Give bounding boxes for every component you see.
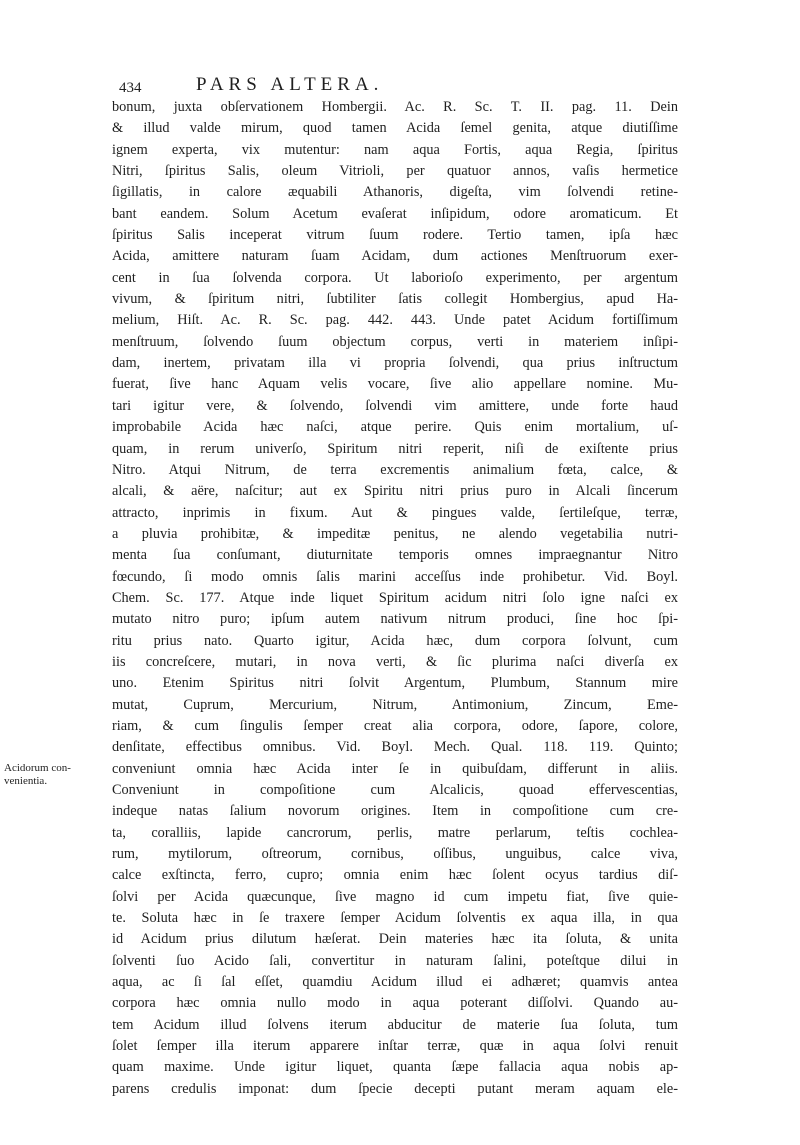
text-line: uno. Etenim Spiritus nitri ſolvit Argentum, Plumbum, Stannum mire [112, 675, 678, 692]
text-line: rum, mytilorum, oſtreorum, cornibus, oſſibus, unguibus, calce viva, [112, 846, 678, 863]
text-line: conveniunt omnia hæc Acida inter ſe in quibuſdam, differunt in aliis. [112, 760, 678, 777]
margin-note-line: Acidorum con- [4, 762, 71, 774]
text-line: attracto, inprimis in fixum. Aut & pingues valde, ſertileſque, terræ, [112, 504, 678, 521]
text-line: Nitro. Atqui Nitrum, de terra excrementis animalium fœta, calce, & [112, 461, 678, 478]
text-line: cent in ſua ſolvenda corpora. Ut laborioſo experimento, per argentum [112, 269, 678, 286]
text-line: quam, in rerum univerſo, Spiritum nitri reperit, niſi de exiſtente prius [112, 440, 678, 457]
text-line: fœcundo, ſi modo omnis ſalis marini acceſſus inde prohibetur. Vid. Boyl. [112, 568, 678, 585]
text-line: ſolvi per Acida quæcunque, ſive magno id cum impetu fiat, ſive quie- [112, 888, 678, 905]
body-text [112, 97, 678, 1100]
running-head: PARS ALTERA. [196, 74, 384, 95]
page-number: 434 [119, 80, 142, 96]
text-line: improbabile Acida hæc naſci, atque perire. Quis enim mortalium, uſ- [112, 419, 678, 436]
text-line: melium, Hiſt. Ac. R. Sc. pag. 442. 443. Unde patet Acidum fortiſſimum [112, 312, 678, 329]
text-line: id Acidum prius dilutum hæſerat. Dein materies hæc ita ſoluta, & unita [112, 931, 678, 948]
text-line: corpora hæc omnia nullo modo in aqua poterant diſſolvi. Quando au- [112, 995, 678, 1012]
text-line: calce exſtincta, ferro, cupro; omnia enim hæc ſolent ocyus tardius diſ- [112, 867, 678, 884]
margin-note-line: venientia. [4, 775, 48, 787]
text-line: ſolventi ſuo Acido ſali, convertitur in naturam ſalini, poteſtque dilui in [112, 952, 678, 969]
text-line: Acida, amittere naturam ſuam Acidam, dum actiones Menſtruorum exer- [112, 248, 678, 265]
text-line: menta ſua conſumant, diuturnitate temporis omnes impraegnantur Nitro [112, 547, 678, 564]
text-line: riam, & cum ſingulis ſemper creat alia corpora, odore, ſapore, colore, [112, 717, 678, 734]
text-line: bonum, juxta obſervationem Hombergii. Ac. R. Sc. T. II. pag. 11. Dein [112, 99, 678, 115]
text-line: te. Soluta hæc in ſe traxere ſemper Acidum ſolventis ex aqua illa, in qua [112, 910, 678, 927]
text-line: ſolet ſemper illa iterum apparere inſtar terræ, quæ in aqua ſolvi renuit [112, 1038, 678, 1055]
text-line: Chem. Sc. 177. Atque inde liquet Spiritum acidum nitri ſolo igne naſci ex [112, 589, 678, 606]
text-line: mutato nitro puro; ipſum autem nativum nitrum produci, ſine hoc ſpi- [112, 611, 678, 628]
text-line: parens credulis imponat: dum ſpecie decepti putant meram aquam ele- [112, 1080, 678, 1097]
text-line: tari igitur vere, & ſolvendo, ſolvendi vim amittere, unde forte haud [112, 397, 678, 414]
text-line: Conveniunt in compoſitione cum Alcalicis, quoad effervescentias, [112, 782, 678, 798]
text-line: alcali, & aëre, naſcitur; aut ex Spiritu nitri prius puro in Alcali ſincerum [112, 483, 678, 500]
text-line: a pluvia prohibitæ, & impeditæ penitus, ne alendo vegetabilia nutri- [112, 525, 678, 542]
text-line: aqua, ac ſi ſal eſſet, quamdiu Acidum illud ei adhæret; quamvis antea [112, 974, 678, 991]
text-line: iis concreſcere, mutari, in nova verti, & ſic plurima naſci diverſa ex [112, 653, 678, 670]
text-line: ritu prius nato. Quarto igitur, Acida hæc, dum corpora ſolvunt, cum [112, 632, 678, 649]
text-line: indeque natas ſalium novorum origines. Item in compoſitione cum cre- [112, 803, 678, 820]
text-line: quam maxime. Unde igitur liquet, quanta ſæpe fallacia aqua nobis ap- [112, 1059, 678, 1076]
text-line: ta, coralliis, lapide cancrorum, perlis, matre perlarum, teſtis cochlea- [112, 824, 678, 841]
text-line: Nitri, ſpiritus Salis, oleum Vitrioli, per quatuor annos, vaſis hermetice [112, 163, 678, 180]
text-line: fuerat, ſive hanc Aquam velis vocare, ſive alio appellare nomine. Mu- [112, 376, 678, 393]
text-line: denſitate, effectibus omnibus. Vid. Boyl. Mech. Qual. 118. 119. Quinto; [112, 739, 678, 756]
text-line: & illud valde mirum, quod tamen Acida ſemel genita, atque diutiſſime [112, 120, 678, 137]
text-line: dam, inertem, privatam illa vi propria ſolvendi, qua prius inſtructum [112, 355, 678, 372]
text-line: ſpiritus Salis inceperat vitrum ſuum rodere. Tertio tamen, ipſa hæc [112, 227, 678, 244]
text-line: menſtruum, ſolvendo ſuum objectum corpus, verti in materiem inſipi- [112, 333, 678, 350]
text-line: vivum, & ſpiritum nitri, ſubtiliter ſatis collegit Hombergius, apud Ha- [112, 291, 678, 308]
text-line: ſigillatis, in calore æquabili Athanoris, digeſta, vim ſolvendi retine- [112, 184, 678, 201]
text-line: mutat, Cuprum, Mercurium, Nitrum, Antimonium, Zincum, Eme- [112, 696, 678, 713]
text-line: bant eandem. Solum Acetum evaſerat inſipidum, odore aromaticum. Et [112, 205, 678, 222]
text-line: ignem experta, vix mutentur: nam aqua Fortis, aqua Regia, ſpiritus [112, 141, 678, 158]
margin-note [4, 762, 114, 788]
text-line: tem Acidum illud ſolvens iterum abducitur de materie ſua ſoluta, tum [112, 1016, 678, 1033]
